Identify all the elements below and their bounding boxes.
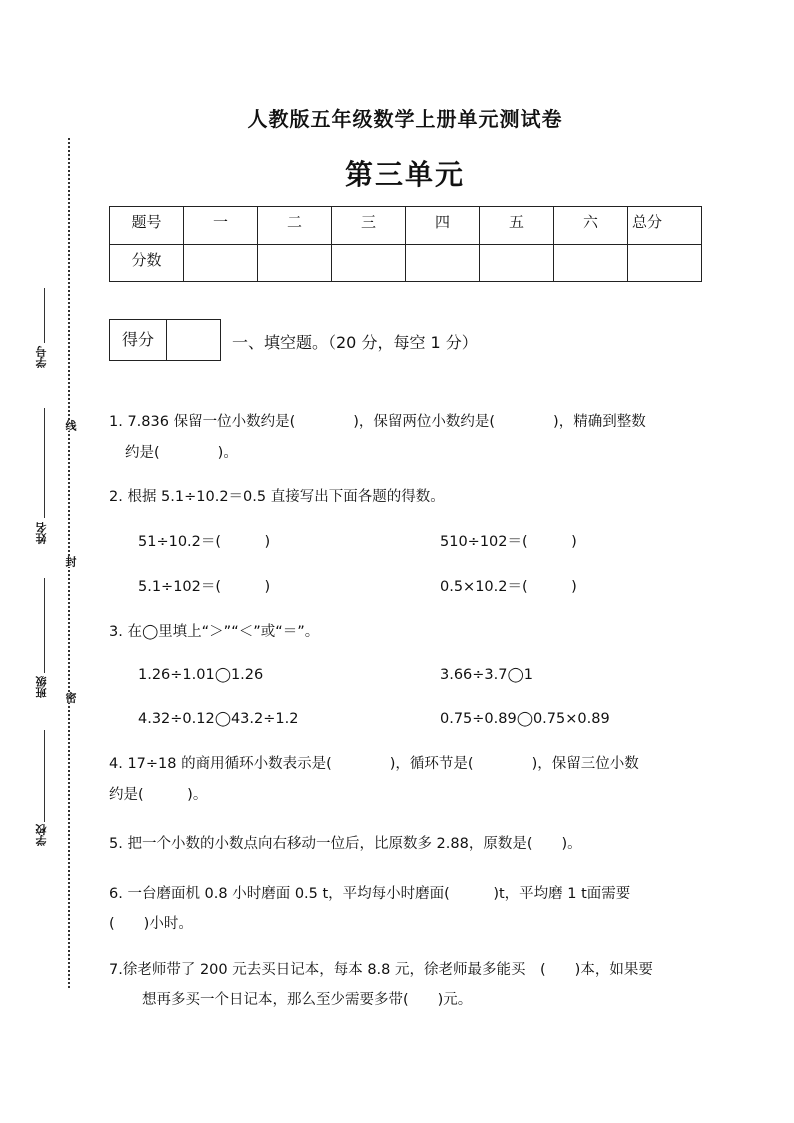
question-2a: 51÷10.2＝( ) (138, 534, 271, 550)
question-1-line-2: 约是( )。 (125, 445, 238, 461)
question-2c: 5.1÷102＝( ) (138, 579, 271, 595)
score-input-cell[interactable] (628, 244, 702, 282)
question-4-line-2: 约是( )。 (109, 787, 208, 803)
score-input-cell[interactable] (406, 244, 480, 282)
question-2b: 510÷102＝( ) (440, 534, 577, 550)
question-3: 3. 在◯里填上“＞”“＜”或“＝”。 (109, 624, 320, 640)
score-table-header-row (110, 207, 702, 245)
question-2d: 0.5×10.2＝( ) (440, 579, 577, 595)
score-input-cell[interactable] (554, 244, 628, 282)
question-7-line-1: 7.徐老师带了 200 元去买日记本，每本 8.8 元，徐老师最多能买 ( )本，如果要 (109, 962, 653, 978)
question-6-line-1: 6. 一台磨面机 0.8 小时磨面 0.5 t，平均每小时磨面( )t，平均磨 1 t面需要 (109, 886, 631, 902)
question-3a: 1.26÷1.01◯1.26 (138, 667, 264, 683)
exam-title: 人教版五年级数学上册单元测试卷 (247, 107, 563, 131)
score-table (109, 206, 702, 282)
score-input-cell[interactable] (332, 244, 406, 282)
score-table-cell: 一 (184, 207, 258, 245)
score-table-cell: 五 (480, 207, 554, 245)
question-3d: 0.75÷0.89◯0.75×0.89 (440, 711, 610, 727)
question-4-line-1: 4. 17÷18 的商用循环小数表示是( )，循环节是( )，保留三位小数 (109, 756, 639, 772)
question-1-line-1: 1. 7.836 保留一位小数约是( )，保留两位小数约是( )，精确到整数 (109, 414, 646, 430)
question-5: 5. 把一个小数的小数点向右移动一位后，比原数多 2.88，原数是( )。 (109, 836, 582, 852)
score-table-cell: 分数 (110, 244, 184, 282)
score-input-cell[interactable] (258, 244, 332, 282)
score-table-cell: 二 (258, 207, 332, 245)
score-table-score-row (110, 244, 702, 282)
score-table-cell: 四 (406, 207, 480, 245)
seal-char-xian: 线 (64, 420, 77, 431)
question-7-line-2: 想再多买一个日记本，那么至少需要多带( )元。 (142, 992, 473, 1008)
name-underline (44, 408, 45, 518)
question-3b: 3.66÷3.7◯1 (440, 667, 533, 683)
question-6-line-2: ( )小时。 (109, 916, 193, 932)
section-title: 一、填空题。（20 分，每空 1 分） (232, 333, 478, 352)
school-underline (44, 730, 45, 822)
score-table-cell: 题号 (110, 207, 184, 245)
unit-title: 第三单元 (344, 158, 465, 191)
score-input-cell[interactable] (480, 244, 554, 282)
school-label: 学校 (35, 824, 48, 846)
seal-char-feng: 封 (64, 556, 77, 567)
name-label: 姓名 (35, 522, 48, 544)
section-score-label: 得分 (110, 320, 167, 360)
class-underline (44, 578, 45, 673)
section-score-blank[interactable] (167, 320, 220, 360)
student-id-label: 学号 (35, 346, 48, 368)
section-score-box (109, 319, 221, 361)
score-table-cell: 三 (332, 207, 406, 245)
score-input-cell[interactable] (184, 244, 258, 282)
question-2: 2. 根据 5.1÷10.2＝0.5 直接写出下面各题的得数。 (109, 489, 445, 505)
student-id-underline (44, 288, 45, 343)
seal-char-mi: 密 (64, 692, 77, 703)
question-3c: 4.32÷0.12◯43.2÷1.2 (138, 711, 299, 727)
class-label: 班级 (35, 676, 48, 698)
score-table-cell: 六 (554, 207, 628, 245)
score-table-cell: 总分 (628, 207, 702, 245)
